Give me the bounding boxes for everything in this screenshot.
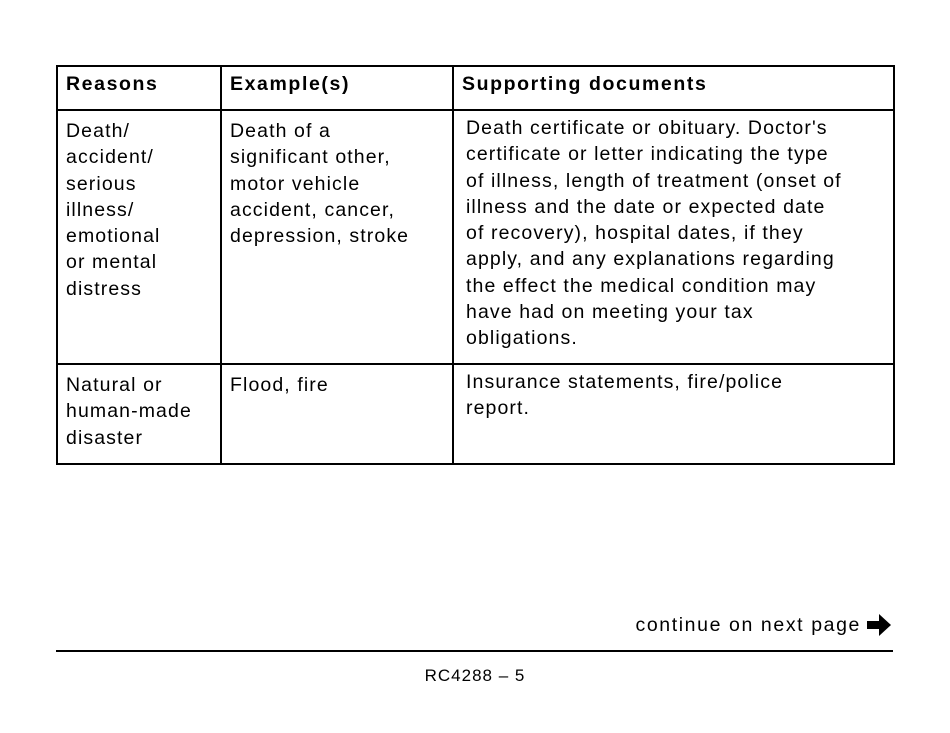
reason-cell bbox=[57, 110, 221, 364]
header-reasons: Reasons bbox=[57, 66, 221, 110]
table-row bbox=[57, 110, 894, 364]
reason-text: Death/ accident/ serious illness/ emotional or mental distress bbox=[66, 120, 161, 300]
examples-cell bbox=[221, 364, 453, 464]
examples-text: Death of a significant other, motor vehicle accident, cancer, depression, stroke bbox=[230, 120, 410, 248]
right-arrow-icon bbox=[865, 612, 893, 638]
table-header-row bbox=[57, 66, 894, 110]
page-number: RC4288 – 5 bbox=[424, 666, 526, 685]
reason-text: Natural or human-made disaster bbox=[66, 374, 192, 449]
documents-text: Death certificate or obituary. Doctor's certificate or letter indicating the type of illness, length of treatment (onset of illness and the date or expected date of recovery), hospital dates, if they apply, and any explanations regarding the effect the medical condition may have had on meeting your tax obligations. bbox=[466, 117, 842, 350]
header-examples: Example(s) bbox=[221, 66, 453, 110]
documents-text: Insurance statements, fire/police report. bbox=[466, 371, 784, 420]
documents-cell bbox=[453, 110, 894, 364]
examples-cell bbox=[221, 110, 453, 364]
supporting-documents-table bbox=[56, 65, 895, 465]
examples-text: Flood, fire bbox=[230, 374, 329, 396]
table-row bbox=[57, 364, 894, 464]
continue-label: continue on next page bbox=[635, 613, 861, 636]
header-supporting-documents: Supporting documents bbox=[453, 66, 894, 110]
documents-cell bbox=[453, 364, 894, 464]
reason-cell bbox=[57, 364, 221, 464]
continue-next-page bbox=[635, 612, 893, 638]
footer-divider bbox=[56, 650, 893, 652]
